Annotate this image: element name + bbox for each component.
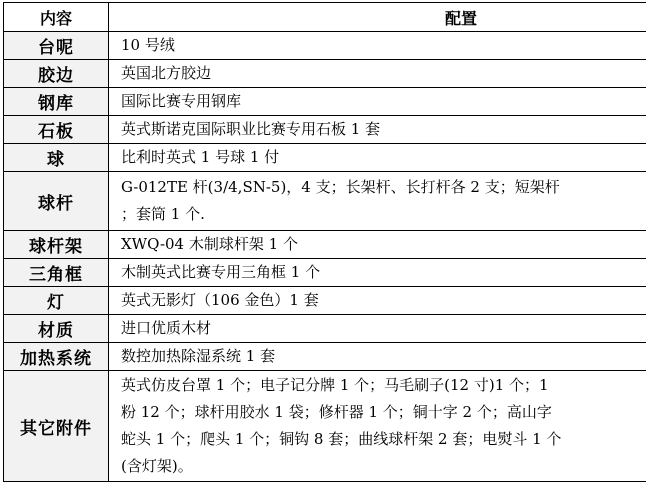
- row-config-line: (含灯架)。: [121, 457, 193, 475]
- table-row: [4, 371, 646, 482]
- row-config: [109, 259, 646, 287]
- row-config-line: 英式仿皮台罩 1 个；电子记分牌 1 个；马毛刷子(12 寸)1 个；1: [121, 376, 549, 394]
- row-config-line: 比利时英式 1 号球 1 付: [121, 148, 280, 166]
- row-config-line: 粉 12 个；球杆用胶水 1 袋；修杆器 1 个；铜十字 2 个；高山字: [121, 403, 552, 421]
- table-row: [4, 315, 646, 343]
- row-name: 胶边: [4, 60, 109, 88]
- row-name: 其它附件: [4, 371, 109, 482]
- table-row: [4, 287, 646, 315]
- row-config-line: 英国北方胶边: [121, 64, 212, 82]
- row-config-line: 木制英式比赛专用三角框 1 个: [121, 263, 321, 281]
- row-name: 台呢: [4, 32, 109, 60]
- table-row: [4, 88, 646, 116]
- row-config: [109, 88, 646, 116]
- table-row: [4, 172, 646, 231]
- row-name: 球杆架: [4, 231, 109, 259]
- row-config-line: G-012TE 杆(3/4,SN-5)，4 支；长架杆、长打杆各 2 支；短架杆: [121, 178, 560, 196]
- header-row: [4, 3, 646, 32]
- row-name: 材质: [4, 315, 109, 343]
- row-config-line: 进口优质木材: [121, 319, 212, 337]
- row-config: [109, 231, 646, 259]
- header-name: 内容: [4, 3, 109, 32]
- row-config-line: 10 号绒: [121, 36, 175, 54]
- row-name: 三角框: [4, 259, 109, 287]
- row-config: [109, 172, 646, 231]
- header-config: 配置: [109, 3, 646, 32]
- table-row: [4, 343, 646, 371]
- table-row: [4, 259, 646, 287]
- row-name: 钢库: [4, 88, 109, 116]
- row-name: 球杆: [4, 172, 109, 231]
- row-config: [109, 315, 646, 343]
- row-config-line: 国际比赛专用钢库: [121, 92, 242, 110]
- row-config: [109, 60, 646, 88]
- row-config-line: XWQ-04 木制球杆架 1 个: [121, 235, 298, 253]
- spec-table: [3, 2, 646, 482]
- row-name: 石板: [4, 116, 109, 144]
- row-config: [109, 287, 646, 315]
- row-name: 灯: [4, 287, 109, 315]
- row-config-line: 蛇头 1 个；爬头 1 个；铜钩 8 套；曲线球杆架 2 套；电熨斗 1 个: [121, 430, 562, 448]
- row-config-line: ；套筒 1 个.: [121, 205, 205, 223]
- row-name: 加热系统: [4, 343, 109, 371]
- row-name: 球: [4, 144, 109, 172]
- row-config-line: 英式斯诺克国际职业比赛专用石板 1 套: [121, 120, 381, 138]
- table-row: [4, 60, 646, 88]
- row-config: [109, 116, 646, 144]
- row-config: [109, 343, 646, 371]
- row-config: [109, 144, 646, 172]
- row-config-line: 英式无影灯（106 金色）1 套: [121, 291, 319, 309]
- table-row: [4, 144, 646, 172]
- table-row: [4, 116, 646, 144]
- table-row: [4, 231, 646, 259]
- table-row: [4, 32, 646, 60]
- row-config: [109, 371, 646, 482]
- row-config-line: 数控加热除湿系统 1 套: [121, 347, 276, 365]
- row-config: [109, 32, 646, 60]
